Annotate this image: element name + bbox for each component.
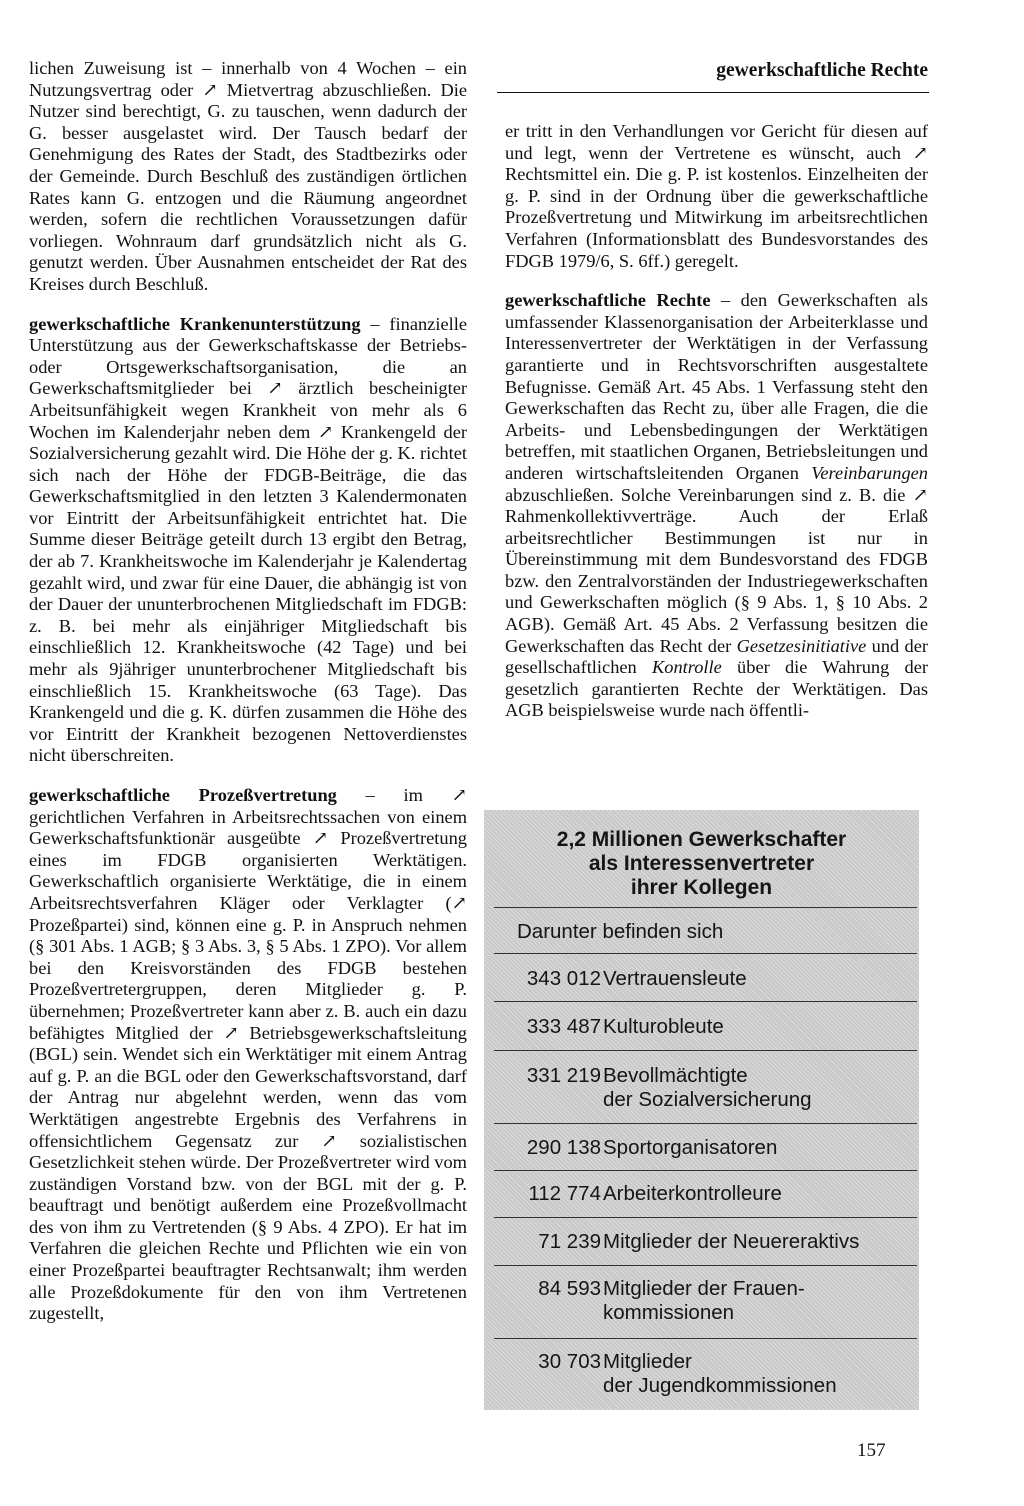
entry-text: – den Gewerkschaften als umfassender Klassenorganisation der Arbeiterklasse und Interessenvertreter der Werktätigen in der Verfassung garantierte und in Rechtsvorschriften ausgestaltete Befugnisse. Gemäß Art. 45 Abs. 1 Verfassung steht den Gewerkschaften das Recht zu, über alle Fragen, die die Arbeits- und Lebensbedingungen der Werktätigen betreffen, mit staatlichen Organen, Betriebsleitungen und anderen wirtschaftsleitenden Organen [505, 290, 928, 483]
statistics-subhead: Darunter befinden sich [517, 920, 724, 943]
divider [494, 1265, 917, 1266]
row-label: Sportorganisatoren [603, 1136, 778, 1159]
left-column [29, 58, 467, 1343]
paragraph-continuation: er tritt in den Verhandlungen vor Gericht für diesen auf und legt, wenn der Vertretene es wünscht, auch ↗ Rechtsmittel ein. Die g. P. ist kostenlos. Einzelheiten der g. P. sind in der Ordnung über die gewerkschaftliche Prozeßvertretung und Mitwirkung im arbeitsrechtlichen Verfahren (Informationsblatt des Bundesvorstandes des FDGB 1979/6, S. 6ff.) geregelt. [505, 121, 928, 271]
row-number: 84 593 [538, 1277, 601, 1300]
entry-rechte [505, 290, 928, 722]
divider [494, 1050, 917, 1051]
entry-text: – im ↗ gerichtlichen Verfahren in Arbeitsrechtssachen von einem Gewerkschaftsfunktionär ausgeübte ↗ Prozeßvertretung eines im FDGB organisierten Werktätigen. Gewerkschaftlich organisierte Werktätige, die in einem Arbeitsrechtsverfahren Kläger oder Verklagter (↗ Prozeßpartei) sind, können eine g. P. in Anspruch nehmen (§ 301 Abs. 1 AGB; § 3 Abs. 3, § 5 Abs. 1 ZPO). Vor allem bei den Kreisvorständen des FDGB bestehen Prozeßvertretergruppen, deren Mitglieder g. P. übernehmen; Prozeßvertreter kann aber z. B. auch ein dazu befähigtes Mitglied der ↗ Betriebsgewerkschaftsleitung (BGL) sein. Wendet sich ein Werktätiger mit einem Antrag auf g. P. an die BGL oder den Gewerkschaftsvorstand, darf der Antrag nur abgelehnt werden, wenn das vom Werktätigen angestrebte Ergebnis des Verfahrens in offensichtlichem Gegensatz zur ↗ sozialistischen Gesetzlichkeit stehen würde. Der Prozeßvertreter wird vom zuständigen Vorstand bzw. von der BGL mit der g. P. beauftragt und benötigt außerdem eine Prozeßvollmacht des von ihm zu Vertretenden (§ 9 Abs. 4 ZPO). Er hat im Verfahren die gleichen Rechte und Pflichten wie ein von einer Prozeßpartei beauftragter Rechtsanwalt; ihm werden alle Prozeßdokumente für den von ihm Vertretenen zugestellt, [29, 785, 468, 1324]
row-label: Mitglieder der Frauen- kommissionen [603, 1277, 805, 1324]
entry-text: – finanzielle Unterstützung aus der Gewerkschaftskasse der Betriebs- oder Ortsgewerkschaftsorganisation, die an Gewerkschaftsmitglieder bei ↗ ärztlich bescheinigter Arbeitsunfähigkeit wegen Krankheit von mehr als 6 Wochen im Kalenderjahr neben dem ↗ Krankengeld der Sozialversicherung gezahlt wird. Die Höhe der g. K. richtet sich nach der Höhe der FDGB-Beiträge, die das Gewerkschaftsmitglied in den letzten 3 Kalendermonaten vor Eintritt der Arbeitsunfähigkeit entrichtet hat. Die Summe dieser Beiträge geteilt durch 13 ergibt den Betrag, der ab 7. Krankheitswoche im Kalenderjahr je Kalendertag gezahlt wird, und zwar für eine Dauer, die abhängig ist von der Dauer der ununterbrochenen Mitgliedschaft im FDGB: z. B. bei mehr als einjähriger Mitgliedschaft bis einschließlich 12. Krankheitswoche (42 Tage) und bei mehr als 9jähriger ununterbrochener Mitgliedschaft bis einschließlich 15. Krankheitswoche (63 Tage). Das Krankengeld und die g. K. dürfen zusammen die Höhe des vor Eintritt der Krankheit bezogenen Nettoverdienstes nicht überschreiten. [29, 313, 467, 766]
entry-text: und der gesellschaftlichen [505, 635, 929, 678]
row-number: 30 703 [538, 1350, 601, 1373]
entry-lemma: gewerkschaftliche Prozeßvertretung [29, 785, 337, 805]
entry-text: abzuschließen. Solche Vereinbarungen sind z. B. die ↗ Rahmenkollektivverträge. Auch der Erlaß arbeitsrechtlicher Bestimmungen ist nur in Übereinstimmung mit dem Bundesvorstand des FDGB bzw. den Zentralvorständen der Industriegewerkschaften und Gewerkschaften möglich (§ 9 Abs. 1, § 10 Abs. 2 AGB). Gemäß Art. 45 Abs. 2 Verfassung besitzen die Gewerkschaften das Recht der [505, 484, 928, 656]
title-line: ihrer Kollegen [630, 876, 773, 899]
divider [494, 1123, 917, 1124]
row-number: 71 239 [538, 1230, 601, 1253]
title-line: als Interessenvertreter [588, 852, 815, 875]
divider [494, 1338, 917, 1339]
divider [494, 1217, 917, 1218]
entry-lemma: gewerkschaftliche Krankenunterstützung [29, 313, 361, 334]
statistics-title [484, 828, 919, 900]
row-number: 333 487 [526, 1015, 601, 1038]
entry-prozessvertretung [29, 785, 467, 1325]
divider [494, 953, 917, 954]
header-rule [497, 92, 929, 93]
statistics-box [484, 810, 919, 1410]
row-number: 343 012 [526, 967, 601, 990]
row-number: 112 774 [528, 1182, 601, 1205]
divider [494, 1170, 917, 1171]
emphasis: Kontrolle [651, 657, 722, 678]
row-label: Bevollmächtigte der Sozialversicherung [603, 1064, 812, 1111]
paragraph-continuation: lichen Zuweisung ist – innerhalb von 4 Wochen – ein Nutzungsvertrag oder ↗ Mietvertrag abzuschließen. Die Nutzer sind berechtigt, G. zu tauschen, wenn dadurch der G. besser ausgelastet wird. Der Tausch bedarf der Genehmigung des Rates der Stadt, des Stadtbezirks oder der Gemeinde. Durch Beschluß des zuständigen örtlichen Rates kann G. entzogen und die Räumung angeordnet werden, sofern die rechtlichen Voraussetzungen dafür vorliegen. Wohnraum darf grundsätzlich nicht als G. genutzt werden. Über Ausnahmen entscheidet der Rat des Kreises durch Beschluß. [29, 58, 467, 294]
entry-lemma: gewerkschaftliche Rechte [505, 290, 711, 311]
divider [494, 1001, 917, 1002]
title-line: 2,2 Millionen Gewerkschafter [556, 828, 847, 851]
row-label: Mitglieder der Jugendkommissionen [603, 1350, 837, 1397]
right-column [505, 121, 928, 740]
running-head: gewerkschaftliche Rechte [716, 60, 928, 81]
entry-krankenunterstuetzung [29, 314, 467, 767]
row-number: 331 219 [526, 1064, 601, 1087]
emphasis: Gesetzesinitiative [736, 635, 867, 656]
row-label: Mitglieder der Neuereraktivs [603, 1230, 860, 1253]
row-label: Vertrauensleute [603, 967, 747, 990]
divider [494, 907, 917, 908]
row-number: 290 138 [526, 1136, 601, 1159]
page-number: 157 [857, 1440, 886, 1461]
row-label: Kulturobleute [603, 1015, 724, 1038]
emphasis: Vereinbarungen [811, 462, 928, 483]
entry-text: über die Wahrung der gesetzlich garantierten Rechte der Werktätigen. Das AGB beispielsweise wurde nach öffentli- [505, 657, 929, 721]
row-label: Arbeiterkontrolleure [603, 1182, 782, 1205]
